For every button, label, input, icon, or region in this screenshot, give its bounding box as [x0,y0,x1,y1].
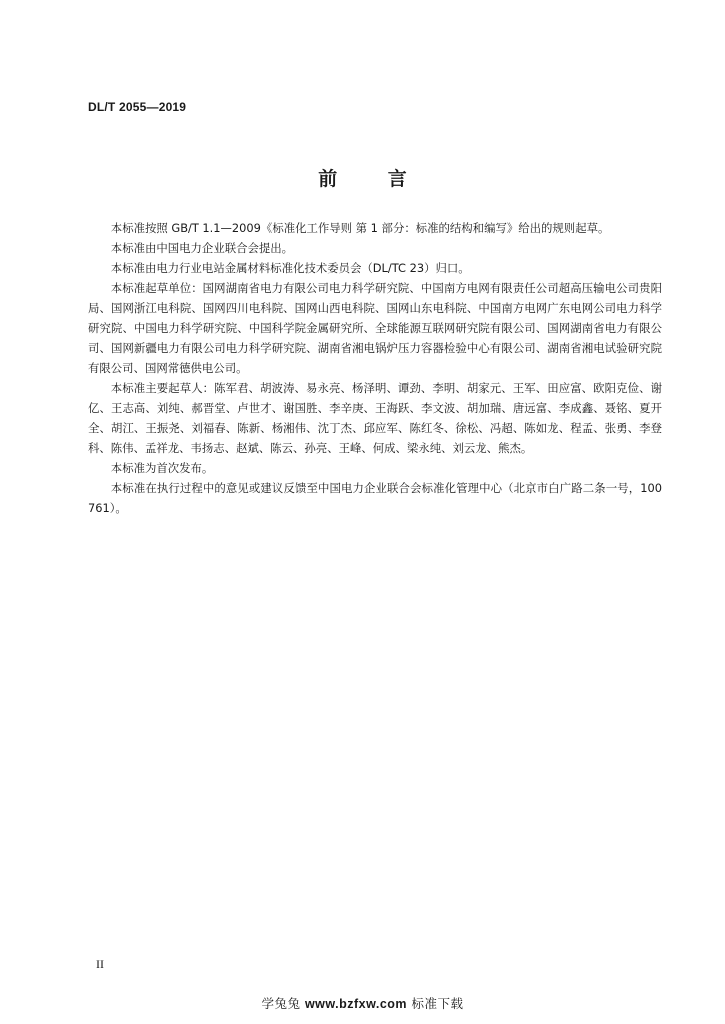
page-number: II [96,957,104,971]
footer-site-name: 学兔兔 [261,996,301,1011]
document-code: DL/T 2055—2019 [88,100,187,114]
paragraph-drafting-rules: 本标准按照 GB/T 1.1—2009《标准化工作导则 第 1 部分：标准的结构和编写》给出的规则起草。 [110,221,610,235]
paragraph-drafters: 本标准主要起草人：陈军君、胡波涛、易永亮、杨泽明、谭劲、李明、胡家元、王军、田应富、欧阳克俭、谢亿、王志高、刘纯、郝晋堂、卢世才、谢国胜、李辛庚、王海跃、李文波、胡加瑞、唐远富、李成鑫、聂铭、夏开全、胡江、王振尧、刘福春、陈新、杨湘伟、沈丁杰、邱应军、陈红冬、徐松、冯超、陈如龙、程孟、张勇、李登科、陈伟、孟祥龙、韦扬志、赵斌、陈云、孙亮、王峰、何成、梁永纯、刘云龙、熊杰。 [88,381,662,455]
foreword-body [88,218,662,518]
section-title: 前 言 [318,168,429,190]
paragraph-drafting-units: 本标准起草单位：国网湖南省电力有限公司电力科学研究院、中国南方电网有限责任公司超高压输电公司贵阳局、国网浙江电科院、国网四川电科院、国网山西电科院、国网山东电科院、中国南方电网广东电网公司电力科学研究院、中国电力科学研究院、中国科学院金属研究所、全球能源互联网研究院有限公司、国网湖南省电力有限公司、国网新疆电力有限公司电力科学研究院、湖南省湘电锅炉压力容器检验中心有限公司、湖南省湘电试验研究院有限公司、国网常德供电公司。 [88,281,662,375]
watermark-footer [0,994,725,1012]
footer-url-link[interactable]: www.bzfxw.com [304,997,408,1011]
footer-caption: 标准下载 [411,996,464,1011]
paragraph-feedback: 本标准在执行过程中的意见或建议反馈至中国电力企业联合会标准化管理中心（北京市白广路二条一号，100761）。 [88,481,662,515]
paragraph-proposer: 本标准由中国电力企业联合会提出。 [110,241,294,255]
paragraph-responsible-committee: 本标准由电力行业电站金属材料标准化技术委员会（DL/TC 23）归口。 [110,261,470,275]
paragraph-first-release: 本标准为首次发布。 [110,461,214,475]
